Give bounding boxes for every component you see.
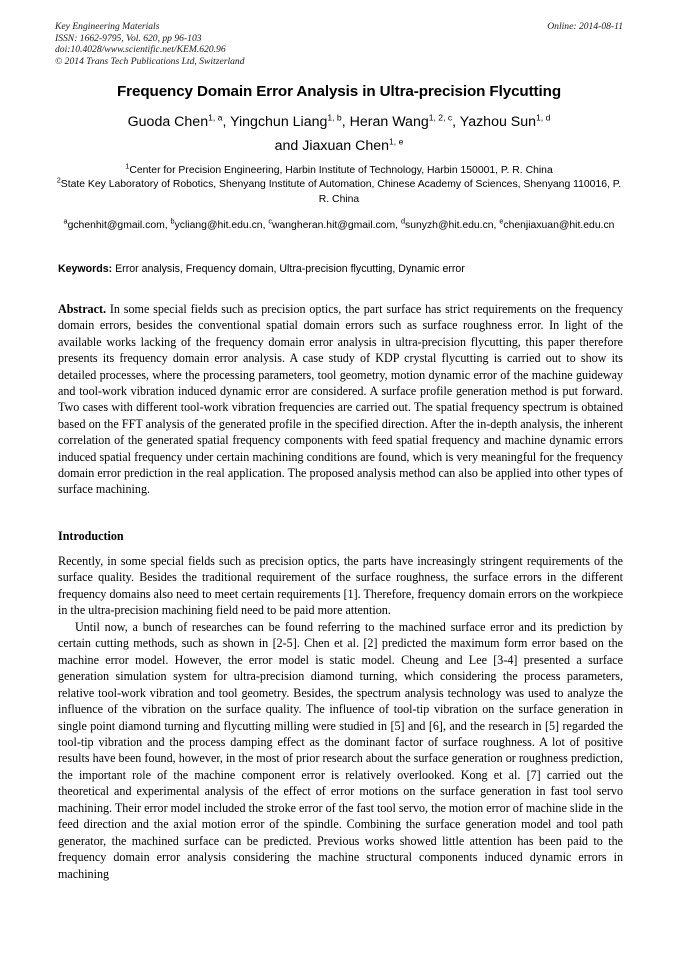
email-marker: e bbox=[499, 216, 504, 226]
affiliation-text: Center for Precision Engineering, Harbin Institute of Technology, Harbin 150001, P. R. China bbox=[129, 165, 553, 176]
introduction-body bbox=[58, 553, 623, 882]
author-name: Yingchun Liang bbox=[230, 114, 328, 130]
journal-name: Key Engineering Materials bbox=[55, 21, 160, 32]
keywords-line bbox=[58, 262, 623, 276]
affiliation-text: State Key Laboratory of Robotics, Shenyang Institute of Automation, Chinese Academy of Sciences, Shenyang 110016, P. R. China bbox=[60, 179, 622, 205]
author-entry bbox=[350, 114, 460, 130]
journal-header bbox=[55, 21, 623, 67]
email-item bbox=[268, 216, 401, 231]
author-name: Jiaxuan Chen bbox=[302, 138, 390, 154]
keywords-text: Error analysis, Frequency domain, Ultra-precision flycutting, Dynamic error bbox=[112, 263, 465, 275]
author-separator: , bbox=[222, 114, 231, 130]
email-marker: c bbox=[268, 216, 272, 226]
author-name: Heran Wang bbox=[349, 114, 429, 130]
email-list bbox=[55, 216, 623, 233]
affiliation-marker: 2 bbox=[56, 175, 61, 185]
author-name: Guoda Chen bbox=[127, 114, 209, 130]
abstract-label: Abstract. bbox=[58, 302, 107, 316]
author-separator: , bbox=[341, 114, 350, 130]
introduction-paragraph-1: Recently, in some special fields such as precision optics, the parts have increasingly stringent requirements of the surface quality. Besides the traditional requirement of the surface roughness, the surface errors in the different frequency domains also need to meet certain requirements [1]. Therefore, frequency domain errors on the workpiece in the ultra-precision machining field need to be paid more attention. bbox=[58, 554, 623, 618]
journal-issn: ISSN: 1662-9795, Vol. 620, pp 96-103 bbox=[55, 32, 202, 44]
affiliation-item bbox=[55, 161, 623, 178]
author-separator: , bbox=[452, 114, 460, 130]
email-marker: b bbox=[170, 216, 175, 226]
affiliation-item bbox=[55, 175, 623, 207]
author-line-1 bbox=[55, 110, 623, 134]
journal-header-row-1 bbox=[55, 21, 623, 33]
author-entry bbox=[460, 114, 551, 130]
introduction-paragraph-2: Until now, a bunch of researches can be found referring to the machined surface error and its prediction by certain cutting methods, such as shown in [2-5]. Chen et al. [2] predicted the maximum form error based on the machine error model. However, the error model is static model. Cheung and Lee [3-4] presented a surface generation simulation system for ultra-precision diamond turning, which considering the process parameters, relative tool-work vibration and tool geometry. Besides, the spectrum analysis technology was used to analyze the influence of the vibration on the surface quality. The influence of tool-tip vibration on the surface generation in single point diamond turning and flycutting milling were studied in [5] and [6], and the research in [5] regarded the tool-tip vibration and the process damping effect as the dominant factor of surface roughness. A lot of positive results have been found, however, in the most of prior research about the surface generation or roughness prediction, the important role of the machine component error is relatively overlooked. Kong et al. [7] carried out the theoretical and experimental analysis of the effect of error motions on the surface generation in fast tool servo machining. Their error model included the stroke error of the fast tool servo, the motion error of machine slide in the feed direction and the axial motion error of the spindle. Combining the surface generation model and tool path generator, the machined surface can be predicted. Previous works showed little attention has been paid to the frequency domain error analysis considering the machine structural components induced dynamic errors in machining bbox=[58, 619, 623, 881]
email-separator: , bbox=[164, 220, 171, 231]
email-item bbox=[170, 216, 269, 231]
affiliation-list bbox=[55, 161, 623, 207]
email-separator: , bbox=[493, 220, 500, 231]
author-affiliation-marker: 1, b bbox=[327, 112, 342, 123]
email-address[interactable]: chenjiaxuan@hit.edu.cn bbox=[503, 220, 615, 231]
author-list bbox=[55, 110, 623, 158]
author-affiliation-marker: 1, a bbox=[208, 112, 223, 123]
email-address[interactable]: gchenhit@gmail.com bbox=[67, 220, 165, 231]
email-address[interactable]: ycliang@hit.edu.cn bbox=[174, 220, 263, 231]
email-address[interactable]: wangheran.hit@gmail.com bbox=[272, 220, 396, 231]
abstract-paragraph bbox=[58, 301, 623, 498]
email-address[interactable]: sunyzh@hit.edu.cn bbox=[405, 220, 494, 231]
author-entry bbox=[128, 114, 230, 130]
author-affiliation-marker: 1, d bbox=[536, 112, 551, 123]
author-name: Yazhou Sun bbox=[459, 114, 537, 130]
journal-copyright: © 2014 Trans Tech Publications Ltd, Switzerland bbox=[55, 55, 245, 67]
email-item bbox=[400, 216, 500, 231]
page-title: Frequency Domain Error Analysis in Ultra-precision Flycutting bbox=[117, 83, 561, 100]
email-marker: a bbox=[63, 216, 68, 226]
abstract-text: In some special fields such as precision optics, the part surface has strict requirements on the frequency domain errors, besides the conventional spatial domain errors such as surface roughness error. In light of the available works lacking of the frequency domain error analysis in ultra-precision flycutting, this paper therefore presents its frequency domain error analysis. A case study of KDP crystal flycutting is carried out to show its detailed processes, where the processing parameters, tool geometry, motion dynamic error of the machine guideway and tool-work vibration induced dynamic error are considered. A surface profile generation method is put forward. Two cases with different tool-work vibration frequencies are carried out. The spatial frequency spectrum is obtained based on the FFT analysis of the generated profile in the specified direction. After the in-depth analysis, the inherent correlation of the generated spatial frequency components with feed spatial frequency and machine dynamic errors induced spatial frequency under certain machining conditions are found, which is very meaningful for the frequency domain error prediction in the real application. The proposed analysis method can also be applied into other types of surface machining. bbox=[58, 302, 623, 497]
email-item bbox=[63, 216, 171, 231]
author-affiliation-marker: 1, 2, c bbox=[428, 112, 453, 123]
author-affiliation-marker: 1, e bbox=[389, 136, 404, 147]
section-heading-introduction: Introduction bbox=[58, 529, 124, 543]
keywords-label: Keywords: bbox=[58, 263, 113, 275]
affiliation-marker: 1 bbox=[125, 161, 130, 171]
email-item bbox=[499, 216, 615, 231]
online-date: Online: 2014-08-11 bbox=[547, 21, 623, 32]
email-separator: , bbox=[262, 220, 269, 231]
email-separator: , bbox=[395, 220, 401, 231]
author-entry bbox=[230, 114, 350, 130]
journal-doi: doi:10.4028/www.scientific.net/KEM.620.96 bbox=[55, 44, 226, 56]
author-line-2 bbox=[55, 134, 623, 158]
author-conjunction: and bbox=[274, 138, 303, 154]
email-marker: d bbox=[400, 216, 406, 226]
